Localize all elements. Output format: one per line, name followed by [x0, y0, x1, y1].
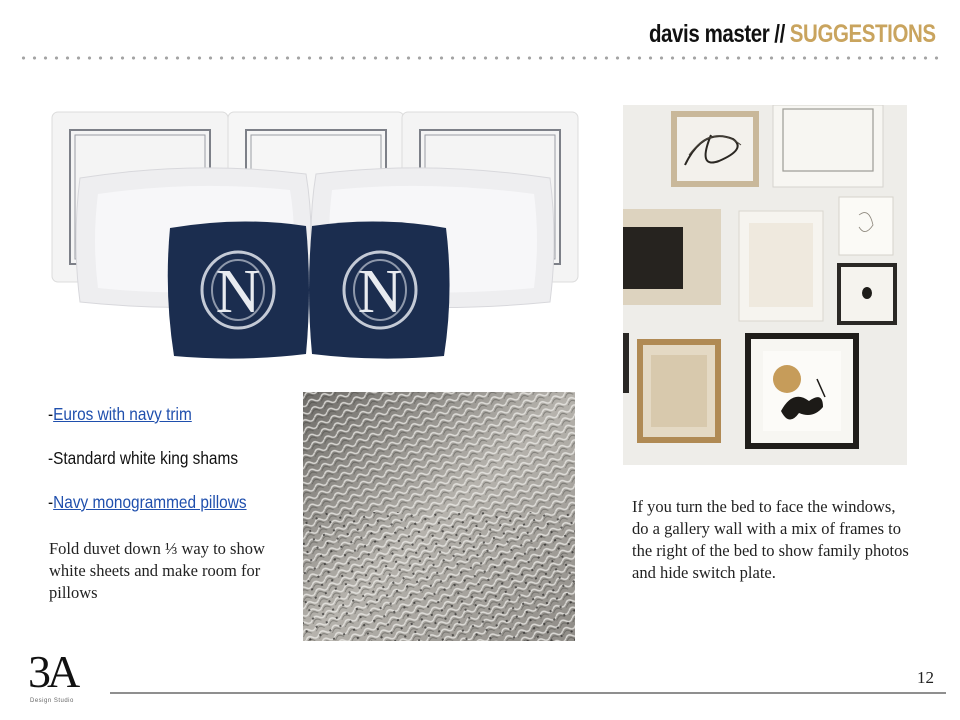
svg-text:N: N — [215, 258, 261, 326]
studio-logo — [28, 648, 88, 710]
footer-divider — [110, 692, 946, 694]
navy-monogram-pillow-right — [309, 221, 450, 358]
dotted-divider — [18, 56, 944, 60]
svg-text:N: N — [357, 258, 403, 326]
bullet-dash: - — [48, 448, 54, 468]
page-title — [649, 20, 936, 49]
gallery-wall-note: If you turn the bed to face the windows, do a gallery wall with a mix of frames to the right of the bed to show family photos and hide switch plate. — [632, 497, 909, 582]
logo-mark: 3A — [28, 646, 77, 697]
euros-link[interactable]: Euros with navy trim — [53, 404, 192, 424]
title-section: SUGGESTIONS — [790, 20, 936, 48]
page-number: 12 — [917, 668, 934, 687]
suggestion-monogram-pillows — [48, 488, 264, 516]
logo-subtitle: Design Studio — [30, 698, 74, 704]
duvet-note: Fold duvet down ⅓ way to show white sheets and make room for pillows — [49, 539, 265, 602]
king-shams-text: Standard white king shams — [53, 448, 239, 468]
bullet-dash: - — [48, 404, 54, 424]
pillow-arrangement-image — [44, 104, 584, 366]
title-room: davis master — [649, 20, 770, 48]
navy-monogram-pillow-left — [168, 221, 309, 358]
monogram-pillows-link[interactable]: Navy monogrammed pillows — [53, 492, 247, 512]
suggestion-list — [48, 400, 293, 532]
suggestion-euros — [48, 400, 264, 428]
bullet-dash: - — [48, 492, 54, 512]
gallery-wall-image — [623, 105, 907, 465]
suggestion-king-shams — [48, 444, 264, 472]
title-separator: // — [774, 20, 786, 48]
duvet-texture-image — [303, 392, 575, 641]
